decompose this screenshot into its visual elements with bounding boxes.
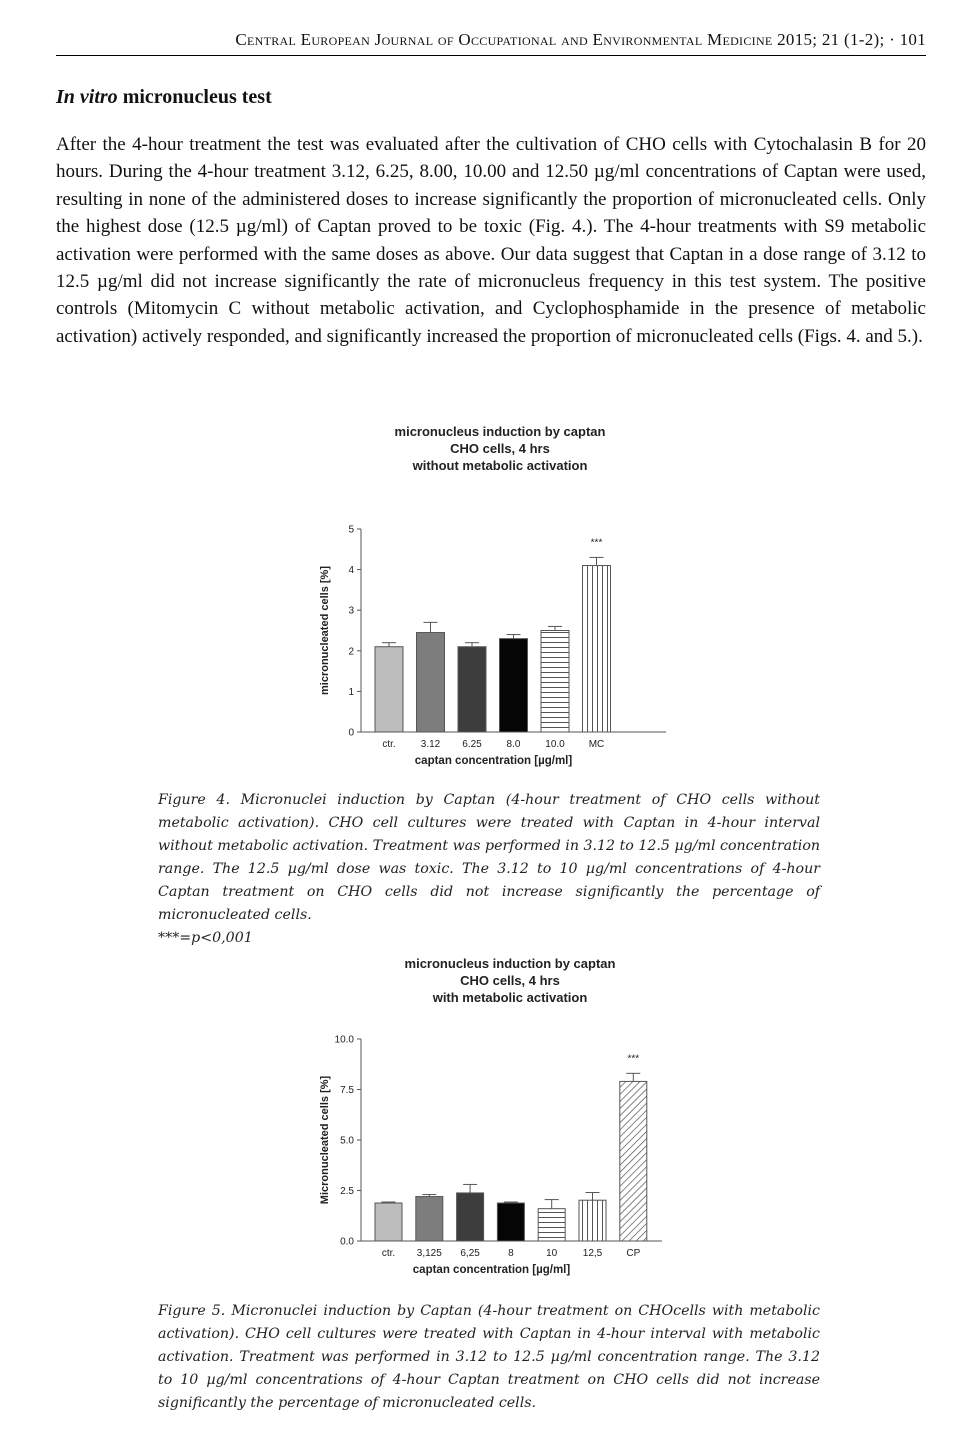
bar-8 — [497, 1202, 524, 1241]
svg-text:Micronucleated cells [%]: Micronucleated cells [%] — [319, 1075, 331, 1205]
svg-text:ctr.: ctr. — [381, 1248, 396, 1259]
svg-text:micronucleated cells [%]: micronucleated cells [%] — [319, 566, 331, 695]
figure-4-chart — [300, 515, 680, 775]
bar-3.12 — [417, 622, 445, 732]
chart-title-line: CHO cells, 4 hrs — [450, 441, 550, 456]
bar-8.0 — [500, 635, 528, 732]
svg-text:10.0: 10.0 — [545, 739, 565, 750]
paragraph-text: After the 4-hour treatment the test was evaluated after the cultivation of CHO cells with Cytochalasin B for 20 hours. During the 4-hour treatment 3.12, 6.25, 8.00, 10.00 and 12.50 µg/ml concentrations of Captan were used, resulting in none of the administered doses to increase significantly the proportion of micronucleated cells. Only the highest dose (12.5 µg/ml) of Captan proved to be toxic (Fig. 4.). The 4-hour treatments with S9 metabolic activation were performed with the same doses as above. Our data suggest that Captan in a dose range of 3.12 to 12.5 µg/ml did not increase significantly the rate of micronucleus frequency in this test system. The positive controls (Mitomycin C without metabolic activation, and Cyclophosphamide in the presence of metabolic activation) actively responded, and significantly increased the proportion of micronucleated cells (Figs. 4. and 5.). — [56, 134, 926, 347]
svg-text:4: 4 — [348, 565, 354, 577]
svg-text:ctr.: ctr. — [382, 739, 396, 750]
figure-4-caption — [158, 789, 820, 950]
svg-text:0: 0 — [348, 727, 354, 739]
bar-3,125 — [416, 1195, 443, 1241]
chart-title-line: without metabolic activation — [412, 458, 588, 473]
svg-text:CP: CP — [626, 1248, 641, 1259]
section-title — [56, 86, 272, 109]
figure-5-chart — [300, 1025, 680, 1285]
svg-text:6.25: 6.25 — [462, 739, 482, 750]
svg-text:3: 3 — [348, 605, 354, 617]
figure-5-title — [350, 955, 670, 1006]
svg-text:captan concentration [µg/ml]: captan concentration [µg/ml] — [414, 755, 573, 767]
body-paragraph — [56, 131, 926, 350]
running-header: Central European Journal of Occupational and Environmental Medicine 2015; 21 (1-2); · 101 — [235, 30, 926, 49]
svg-text:10.0: 10.0 — [334, 1034, 354, 1046]
svg-text:2.5: 2.5 — [340, 1186, 354, 1197]
svg-text:MC: MC — [588, 739, 605, 750]
bar-ctr. — [375, 643, 403, 732]
svg-text:captan concentration [µg/ml]: captan concentration [µg/ml] — [412, 1264, 571, 1276]
figure-4-title — [340, 423, 660, 474]
caption-text: Figure 5. Micronuclei induction by Captan (4-hour treatment on CHOcells with metabolic activation). CHO cell cultures were treated with Captan in 4-hour interval with metabolic activation. Treatment was performed in 3.12 to 12.5 µg/ml concentration range. The 3.12 to 10 µg/ml concentrations of 4-hour Captan treatment on CHO cells did not increase significantly the percentage of micronucleated cells. — [158, 1303, 820, 1411]
svg-text:12,5: 12,5 — [582, 1248, 603, 1259]
svg-text:5.0: 5.0 — [340, 1135, 354, 1147]
header-rule — [56, 55, 926, 56]
svg-text:10: 10 — [546, 1248, 558, 1259]
section-title-rest: micronucleus test — [117, 86, 272, 108]
svg-text:3.12: 3.12 — [420, 739, 441, 750]
svg-text:8.0: 8.0 — [506, 739, 521, 750]
bar-6.25 — [458, 643, 486, 732]
svg-text:6,25: 6,25 — [460, 1248, 480, 1259]
caption-text: Figure 4. Micronuclei induction by Captan (4-hour treatment of CHO cells without metabolic activation). CHO cell cultures were treated with Captan in 4-hour interval without metabolic activation. Treatment was performed in 3.12 to 12.5 µg/ml concentration range. The 12.5 µg/ml dose was toxic. The 3.12 to 10 µg/ml concentrations of 4-hour Captan treatment on CHO cells did not increase significantly the percentage of micronucleated cells. — [158, 792, 820, 923]
svg-text:***: *** — [590, 537, 603, 549]
svg-text:0.0: 0.0 — [340, 1236, 354, 1248]
bar-6,25 — [457, 1184, 484, 1241]
chart-title-line: micronucleus induction by captan — [404, 956, 616, 971]
svg-text:2: 2 — [348, 646, 354, 658]
svg-text:3,125: 3,125 — [416, 1248, 442, 1259]
chart-title-line: CHO cells, 4 hrs — [460, 973, 560, 988]
svg-text:8: 8 — [508, 1248, 514, 1259]
svg-text:1: 1 — [348, 686, 354, 698]
svg-text:7.5: 7.5 — [340, 1085, 354, 1096]
svg-text:***: *** — [627, 1053, 640, 1065]
bar-ctr. — [375, 1202, 402, 1241]
section-title-italic: In vitro — [56, 86, 118, 108]
bar-12,5 — [579, 1193, 606, 1241]
bar-MC — [583, 557, 611, 732]
bar-10 — [538, 1200, 565, 1241]
chart-title-line: micronucleus induction by captan — [394, 424, 606, 439]
bar-10.0 — [541, 626, 569, 732]
bar-CP — [620, 1073, 647, 1241]
chart-title-line: with metabolic activation — [432, 990, 588, 1005]
significance-footnote: ***=p<0,001 — [158, 930, 253, 946]
figure-5-caption — [158, 1300, 820, 1415]
svg-text:5: 5 — [348, 524, 354, 536]
